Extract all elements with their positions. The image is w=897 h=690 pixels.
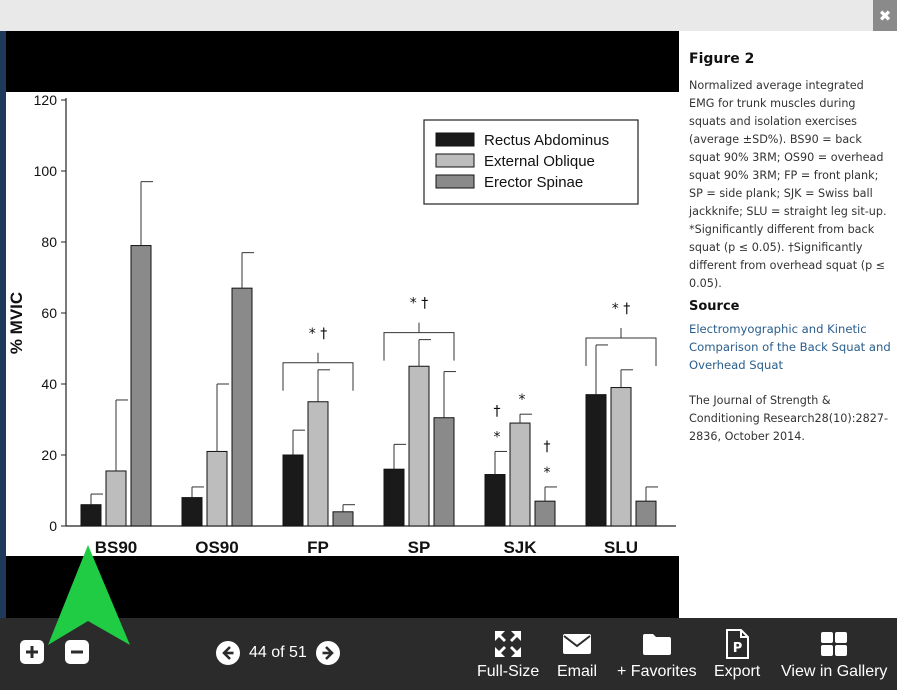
bar xyxy=(636,501,656,526)
plus-icon xyxy=(24,644,40,660)
email-label: Email xyxy=(557,663,598,680)
legend-label: Erector Spinae xyxy=(484,174,584,191)
bar xyxy=(106,471,126,526)
close-icon: ✖ xyxy=(878,6,892,25)
figure-image xyxy=(6,92,679,556)
significance-label: * † xyxy=(308,325,328,342)
legend-swatch xyxy=(436,154,474,167)
x-tick-label: SLU xyxy=(604,538,638,556)
arrow-left-icon xyxy=(220,645,236,661)
bar xyxy=(182,498,202,526)
significance-label: * † xyxy=(409,295,429,312)
bottom-toolbar xyxy=(0,618,897,690)
bar xyxy=(510,423,530,526)
bar xyxy=(535,501,555,526)
grid-icon xyxy=(820,631,848,657)
zoom-in-button[interactable] xyxy=(20,640,44,664)
source-link[interactable]: Electromyographic and Kinetic Comparison of the Back Squat and Overhead Squat xyxy=(689,322,891,372)
pointer-arrow-icon xyxy=(46,543,132,647)
significance-mark: * xyxy=(543,464,551,481)
caption-panel xyxy=(679,31,897,618)
y-tick-label: 0 xyxy=(49,518,57,534)
expand-icon xyxy=(494,630,522,658)
significance-label: * † xyxy=(611,300,631,317)
svg-text:P: P xyxy=(732,641,743,656)
bar-chart xyxy=(6,92,679,556)
figure-title: Figure 2 xyxy=(689,51,755,67)
previous-button[interactable] xyxy=(216,641,240,665)
bar xyxy=(333,512,353,526)
legend-swatch xyxy=(436,175,474,188)
legend-swatch xyxy=(436,133,474,146)
bar xyxy=(434,418,454,526)
bar xyxy=(207,451,227,526)
gallery-button[interactable] xyxy=(781,628,887,681)
export-label: Export xyxy=(714,663,761,680)
export-button[interactable] xyxy=(714,628,760,681)
bar xyxy=(586,395,606,526)
bar xyxy=(384,469,404,526)
email-button[interactable] xyxy=(557,628,597,681)
y-tick-label: 80 xyxy=(41,234,57,250)
y-tick-label: 20 xyxy=(41,447,57,463)
x-tick-label: SJK xyxy=(503,538,537,556)
legend-label: External Oblique xyxy=(484,153,595,170)
bar xyxy=(131,246,151,526)
significance-mark: * xyxy=(518,392,526,409)
y-tick-label: 100 xyxy=(33,163,57,179)
bar xyxy=(409,366,429,526)
gallery-label: View in Gallery xyxy=(781,663,888,680)
fullsize-label: Full-Size xyxy=(477,663,540,680)
x-tick-label: SP xyxy=(407,538,431,556)
significance-mark: † xyxy=(543,438,551,455)
arrow-right-icon xyxy=(320,645,336,661)
bar xyxy=(232,288,252,526)
bar xyxy=(283,455,303,526)
document-p-icon xyxy=(725,629,749,659)
fullsize-button[interactable] xyxy=(477,628,539,681)
page-counter: 44 of 51 xyxy=(249,644,307,661)
favorites-label: + Favorites xyxy=(617,663,697,680)
pager xyxy=(216,640,340,666)
figure-caption: Normalized average integrated EMG for trunk muscles during squats and isolation exercises (average ±SD%). BS90 = back squat 90% 3RM; OS90 = overhead squat 90% 3RM; FP = front plank; SP = side plank; SJK = Swiss ball jackknife; SLU = straight leg sit-up. *Significantly different from back squat (p ≤ 0.05). †Significantly different from overhead squat (p ≤ 0.05). xyxy=(689,79,887,290)
y-tick-label: 40 xyxy=(41,376,57,392)
legend-label: Rectus Abdominus xyxy=(484,132,610,149)
image-viewer xyxy=(6,31,679,618)
y-tick-label: 60 xyxy=(41,305,57,321)
bar xyxy=(308,402,328,526)
journal-citation: The Journal of Strength & Conditioning Research28(10):2827-2836, October 2014. xyxy=(689,394,889,443)
bar xyxy=(81,505,101,526)
significance-mark: * xyxy=(493,429,501,446)
next-button[interactable] xyxy=(316,641,340,665)
folder-icon xyxy=(642,632,672,656)
favorites-button[interactable] xyxy=(617,628,697,681)
x-tick-label: FP xyxy=(307,538,329,556)
bar xyxy=(485,475,505,526)
x-tick-label: BS90 xyxy=(94,538,138,556)
y-axis-label: % MVIC xyxy=(7,291,26,355)
x-tick-label: OS90 xyxy=(195,538,239,556)
bar xyxy=(611,388,631,526)
significance-mark: † xyxy=(493,403,501,420)
top-bar xyxy=(0,0,897,31)
y-tick-label: 120 xyxy=(33,92,57,108)
source-heading: Source xyxy=(689,299,740,314)
envelope-icon xyxy=(562,632,592,656)
close-button[interactable] xyxy=(873,0,897,31)
